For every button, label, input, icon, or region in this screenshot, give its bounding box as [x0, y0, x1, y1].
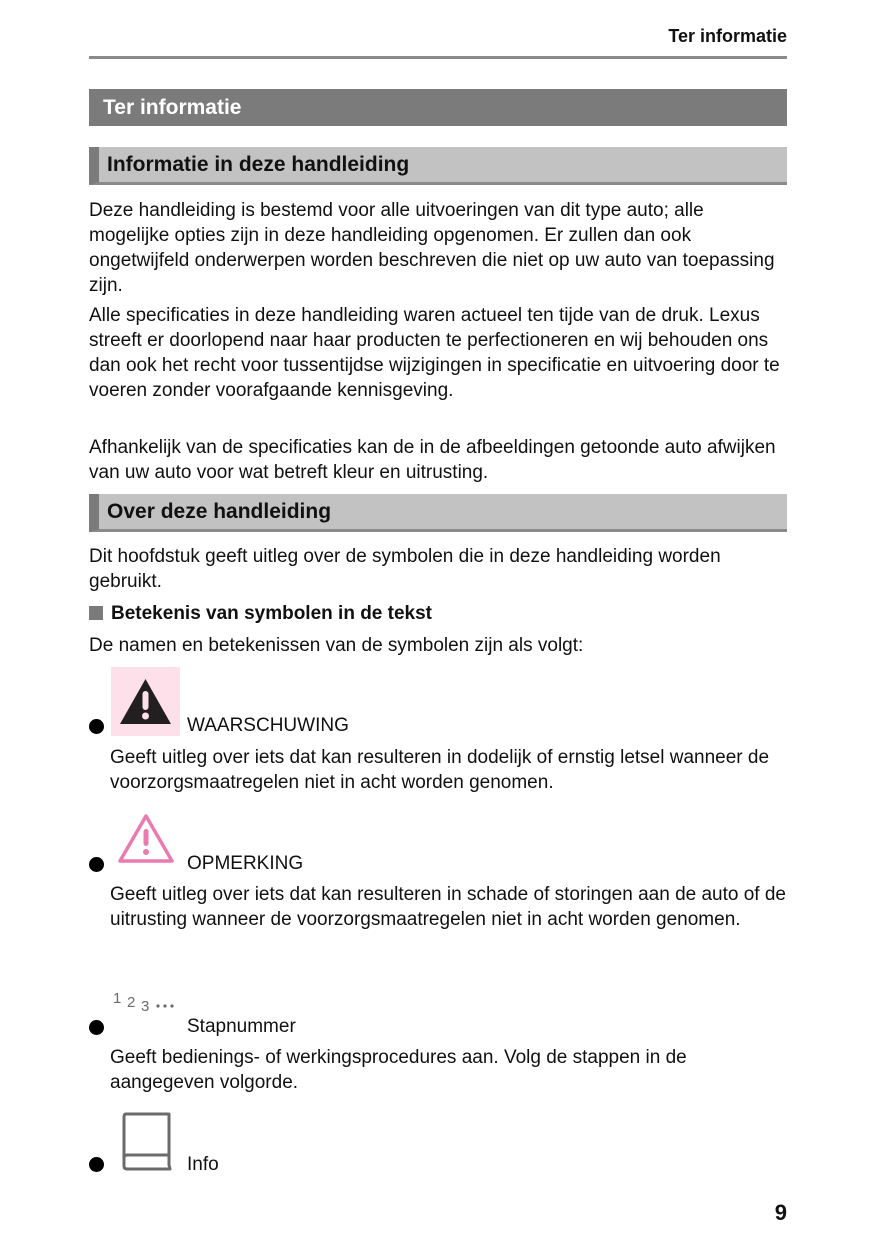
- paragraph: Alle specificaties in deze handleiding waren actueel ten tijde van de druk. Lexus streeft er doorlopend naar haar producten te perfectioneren en wij behouden ons dan ook het recht voor tussentijdse wijzigingen in specificatie en uitvoering door te voeren zonder voorafgaande kennisgeving.: [89, 305, 780, 401]
- svg-text:2: 2: [127, 994, 136, 1011]
- symbol-label: OPMERKING: [187, 853, 304, 874]
- symbol-label: Info: [187, 1154, 219, 1175]
- paragraph: Deze handleiding is bestemd voor alle uitvoeringen van dit type auto; alle mogelijke opties zijn in deze handleiding opgenomen. Er zullen dan ook ongetwijfeld onderwerpen worden beschreven die niet op uw auto van toepassing zijn.: [89, 200, 775, 296]
- bullet-icon: [89, 1020, 104, 1035]
- running-header: Ter informatie: [668, 26, 787, 46]
- subheading: [89, 601, 432, 626]
- bullet-icon: [89, 1157, 104, 1172]
- symbol-label: WAARSCHUWING: [187, 715, 349, 736]
- bullet-icon: [89, 719, 104, 734]
- section-heading-over: Over deze handleiding: [89, 494, 787, 532]
- bullet-icon: [89, 857, 104, 872]
- symbol-label: Stapnummer: [187, 1016, 296, 1037]
- svg-text:3: 3: [141, 998, 150, 1014]
- symbol-description: Geeft uitleg over iets dat kan resulteren in dodelijk of ernstig letsel wanneer de voorzorgsmaatregelen niet in acht worden genomen.: [110, 747, 770, 793]
- page-number: 9: [774, 1200, 787, 1225]
- svg-text:1: 1: [113, 990, 122, 1007]
- square-bullet-icon: [89, 606, 103, 620]
- subheading-text: Betekenis van symbolen in de tekst: [111, 603, 433, 624]
- book-icon: [120, 1110, 172, 1172]
- header-rule: [89, 56, 787, 59]
- caution-outline-triangle-icon: [117, 812, 175, 864]
- symbol-description: Geeft uitleg over iets dat kan resulteren in schade of storingen aan de auto of de uitrusting wanneer de voorzorgsmaatregelen niet in acht worden genomen.: [110, 884, 786, 930]
- paragraph: Dit hoofdstuk geeft uitleg over de symbolen die in deze handleiding worden gebruikt.: [89, 546, 721, 592]
- step-numbers-icon: [113, 988, 183, 1014]
- chapter-title: Ter informatie: [89, 89, 787, 126]
- paragraph: De namen en betekenissen van de symbolen zijn als volgt:: [89, 635, 584, 656]
- symbol-description: Geeft bedienings- of werkingsprocedures aan. Volg de stappen in de aangegeven volgorde.: [110, 1047, 687, 1093]
- paragraph: Afhankelijk van de specificaties kan de in de afbeeldingen getoonde auto afwijken van uw auto voor wat betreft kleur en uitrusting.: [89, 437, 776, 483]
- warning-filled-triangle-icon: [111, 667, 180, 736]
- section-heading-informatie: Informatie in deze handleiding: [89, 147, 787, 185]
